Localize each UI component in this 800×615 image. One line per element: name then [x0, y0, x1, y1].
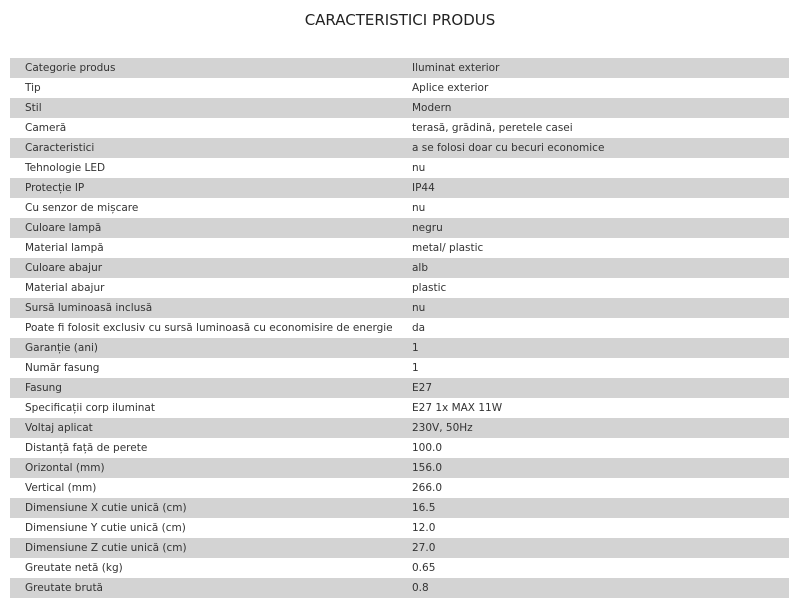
- spec-value: Iluminat exterior: [397, 58, 789, 78]
- spec-row: [10, 278, 789, 298]
- spec-key: Caracteristici: [10, 138, 397, 158]
- spec-row: [10, 558, 789, 578]
- spec-key: Tip: [10, 78, 397, 98]
- spec-value: alb: [397, 258, 789, 278]
- spec-value: 12.0: [397, 518, 789, 538]
- spec-key: Greutate netă (kg): [10, 558, 397, 578]
- spec-value: 0.8: [397, 578, 789, 598]
- spec-value: nu: [397, 158, 789, 178]
- spec-row: [10, 118, 789, 138]
- spec-key: Voltaj aplicat: [10, 418, 397, 438]
- spec-value: plastic: [397, 278, 789, 298]
- spec-value: da: [397, 318, 789, 338]
- spec-value: 1: [397, 358, 789, 378]
- spec-value: 27.0: [397, 538, 789, 558]
- spec-value: IP44: [397, 178, 789, 198]
- spec-value: E27 1x MAX 11W: [397, 398, 789, 418]
- spec-row: [10, 78, 789, 98]
- spec-value: 100.0: [397, 438, 789, 458]
- spec-row: [10, 418, 789, 438]
- spec-value: Modern: [397, 98, 789, 118]
- spec-key: Cameră: [10, 118, 397, 138]
- spec-row: [10, 578, 789, 598]
- spec-key: Dimensiune Y cutie unică (cm): [10, 518, 397, 538]
- page-title: CARACTERISTICI PRODUS: [304, 11, 496, 29]
- spec-row: [10, 398, 789, 418]
- spec-row: [10, 158, 789, 178]
- spec-key: Vertical (mm): [10, 478, 397, 498]
- spec-row: [10, 258, 789, 278]
- spec-key: Categorie produs: [10, 58, 397, 78]
- spec-value: 266.0: [397, 478, 789, 498]
- spec-row: [10, 358, 789, 378]
- spec-key: Poate fi folosit exclusiv cu sursă luminoasă cu economisire de energie: [10, 318, 397, 338]
- spec-key: Fasung: [10, 378, 397, 398]
- spec-value: Aplice exterior: [397, 78, 789, 98]
- spec-value: nu: [397, 298, 789, 318]
- spec-key: Culoare lampă: [10, 218, 397, 238]
- spec-key: Material lampă: [10, 238, 397, 258]
- spec-value: metal/ plastic: [397, 238, 789, 258]
- spec-row: [10, 458, 789, 478]
- spec-key: Număr fasung: [10, 358, 397, 378]
- spec-value: a se folosi doar cu becuri economice: [397, 138, 789, 158]
- spec-row: [10, 518, 789, 538]
- spec-row: [10, 198, 789, 218]
- spec-row: [10, 338, 789, 358]
- spec-key: Stil: [10, 98, 397, 118]
- spec-key: Dimensiune Z cutie unică (cm): [10, 538, 397, 558]
- spec-row: [10, 218, 789, 238]
- spec-value: 156.0: [397, 458, 789, 478]
- spec-key: Greutate brută: [10, 578, 397, 598]
- spec-key: Culoare abajur: [10, 258, 397, 278]
- spec-key: Sursă luminoasă inclusă: [10, 298, 397, 318]
- spec-key: Tehnologie LED: [10, 158, 397, 178]
- spec-row: [10, 538, 789, 558]
- spec-table: [10, 58, 789, 598]
- spec-value: E27: [397, 378, 789, 398]
- spec-row: [10, 498, 789, 518]
- spec-key: Distanță față de perete: [10, 438, 397, 458]
- spec-value: 230V, 50Hz: [397, 418, 789, 438]
- spec-row: [10, 178, 789, 198]
- spec-key: Orizontal (mm): [10, 458, 397, 478]
- spec-value: 1: [397, 338, 789, 358]
- spec-key: Dimensiune X cutie unică (cm): [10, 498, 397, 518]
- spec-value: nu: [397, 198, 789, 218]
- spec-row: [10, 58, 789, 78]
- spec-value: negru: [397, 218, 789, 238]
- spec-row: [10, 478, 789, 498]
- spec-row: [10, 238, 789, 258]
- spec-value: terasă, grădină, peretele casei: [397, 118, 789, 138]
- spec-key: Cu senzor de mișcare: [10, 198, 397, 218]
- spec-row: [10, 378, 789, 398]
- spec-key: Specificații corp iluminat: [10, 398, 397, 418]
- spec-row: [10, 318, 789, 338]
- spec-value: 0.65: [397, 558, 789, 578]
- spec-row: [10, 298, 789, 318]
- spec-table-body: [10, 58, 789, 598]
- spec-row: [10, 138, 789, 158]
- spec-value: 16.5: [397, 498, 789, 518]
- spec-key: Protecție IP: [10, 178, 397, 198]
- spec-row: [10, 438, 789, 458]
- spec-row: [10, 98, 789, 118]
- spec-key: Garanție (ani): [10, 338, 397, 358]
- spec-key: Material abajur: [10, 278, 397, 298]
